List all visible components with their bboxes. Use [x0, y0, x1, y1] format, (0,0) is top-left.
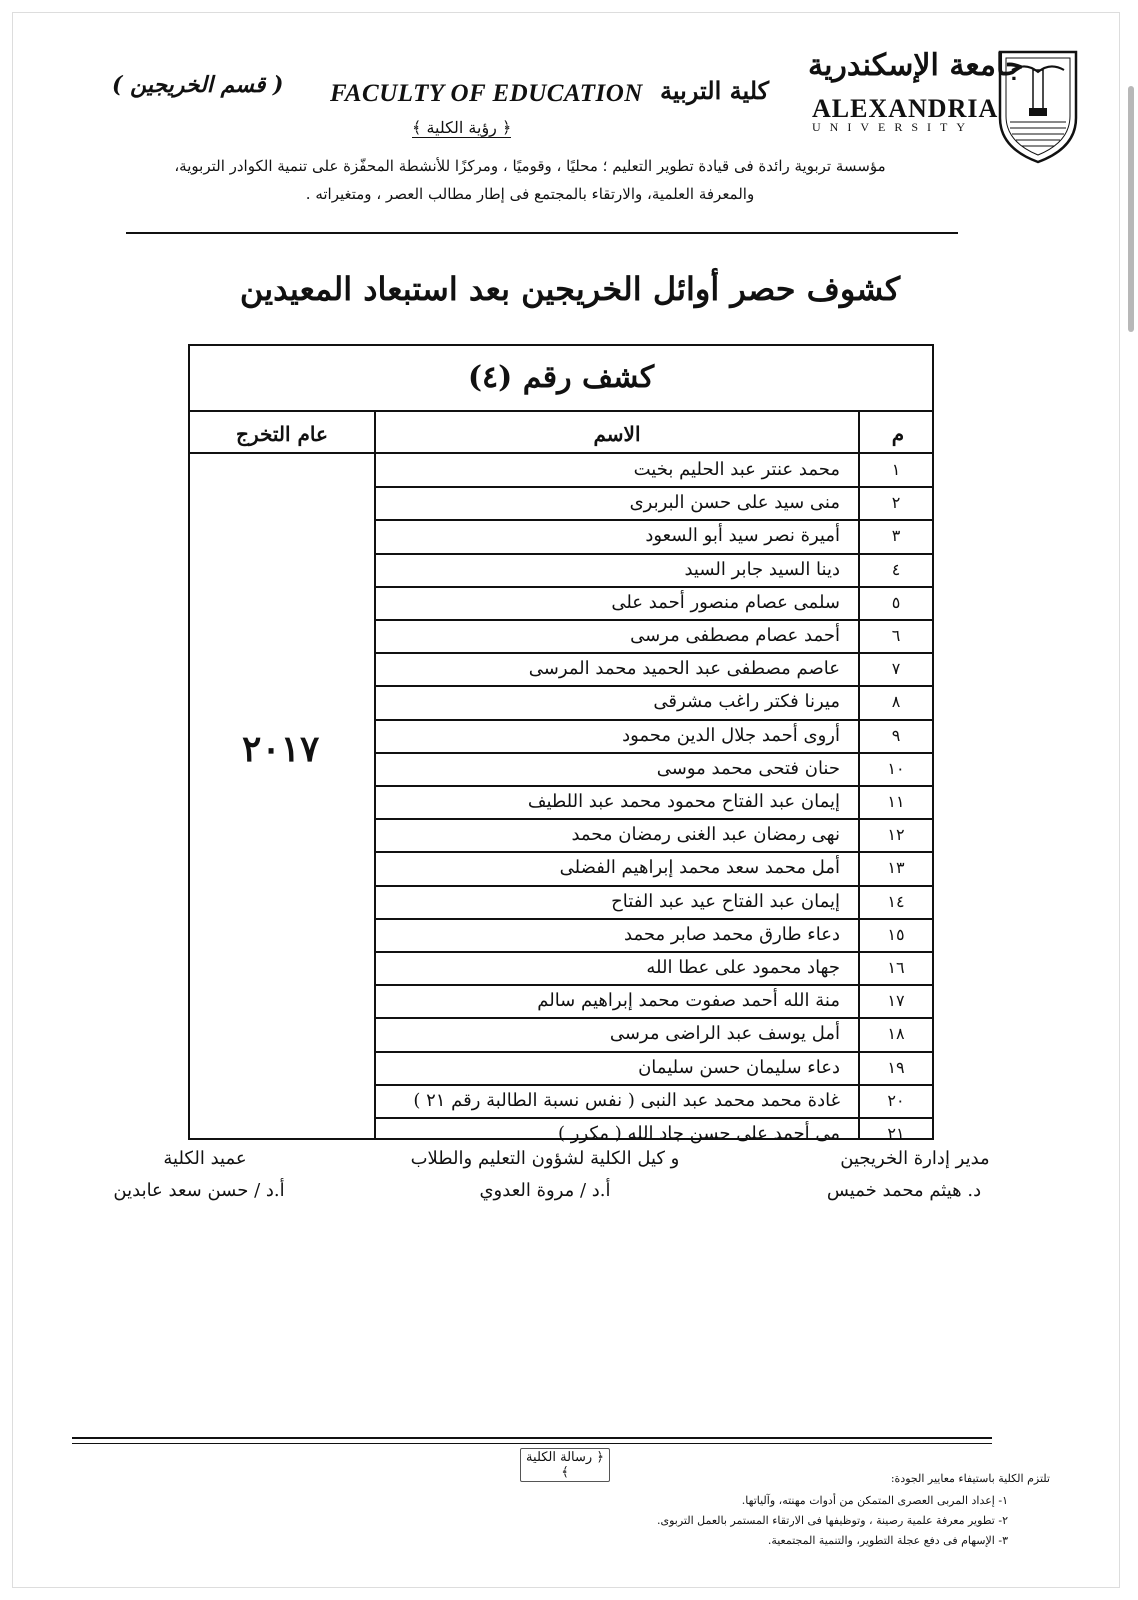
row-number: ٩	[891, 725, 901, 745]
row-divider	[376, 1017, 932, 1019]
row-number: ١١	[887, 792, 905, 811]
header-row-line	[190, 452, 932, 454]
row-divider	[376, 652, 932, 654]
row-name: نهى رمضان عبد الغنى رمضان محمد	[571, 824, 840, 846]
row-divider	[376, 851, 932, 853]
row-name: أمل محمد سعد محمد إبراهيم الفضلى	[559, 857, 840, 879]
vision-line-2: والمعرفة العلمية، والارتقاء بالمجتمع فى إطار مطالب العصر ، ومتغيراته .	[305, 185, 755, 203]
row-name: منة الله أحمد صفوت محمد إبراهيم سالم	[537, 990, 840, 1012]
row-name: حنان فتحى محمد موسى	[656, 757, 840, 779]
row-divider	[376, 752, 932, 754]
row-number: ١٣	[887, 858, 905, 878]
row-number: ١٥	[887, 924, 905, 944]
graduates-table	[188, 344, 934, 1144]
vision-label: ﴿ رؤية الكلية ﴾	[412, 118, 512, 137]
row-name: أمل يوسف عبد الراضى مرسى	[609, 1023, 840, 1045]
row-number: ٦	[891, 626, 901, 645]
row-divider	[376, 486, 932, 488]
row-name: غادة محمد محمد عبد النبى ( نفس نسبة الطالبة رقم ٢١ )	[413, 1089, 840, 1111]
university-name-en-sub: UNIVERSITY	[812, 120, 974, 134]
row-divider	[376, 619, 932, 621]
row-name: مى أحمد على حسن جاد الله ( مكرر )	[558, 1123, 840, 1144]
mission-item-1: ١- إعداد المربى العصرى المتمكن من أدوات مهنته، وآلياتها.	[741, 1494, 1008, 1507]
row-number: ٣	[891, 526, 901, 546]
row-divider	[376, 519, 932, 521]
header-divider	[126, 232, 958, 234]
vision-line-1: مؤسسة تربوية رائدة فى قيادة تطوير التعليم ؛ محليًا ، وقوميًا ، ومركزًا للأنشطة المحفّزة على تنمية الكوادر التربوية،	[174, 157, 886, 175]
row-number: ٥	[891, 592, 901, 612]
row-name: أميرة نصر سيد أبو السعود	[645, 525, 840, 547]
row-name: منى سيد على حسن البربرى	[629, 492, 840, 514]
row-number: ١٨	[887, 1024, 905, 1044]
vision-text	[160, 152, 900, 208]
row-number: ٢٠	[887, 1090, 905, 1110]
manager-title: مدير إدارة الخريجين	[840, 1148, 990, 1169]
row-name: دعاء سليمان حسن سليمان	[638, 1056, 840, 1078]
row-name: جهاد محمود على عطا الله	[646, 957, 840, 978]
row-divider	[376, 553, 932, 555]
row-name: إيمان عبد الفتاح عيد عبد الفتاح	[611, 890, 840, 912]
row-divider	[376, 984, 932, 986]
row-name: دينا السيد جابر السيد	[684, 558, 840, 580]
column-header-year: عام التخرج	[236, 422, 328, 446]
mission-intro: تلتزم الكلية باستيفاء معايير الجودة:	[890, 1472, 1050, 1485]
row-divider	[376, 918, 932, 920]
university-name-ar: جامعة الإسكندرية	[808, 48, 1024, 83]
row-number: ١٩	[887, 1057, 905, 1077]
row-number: ٨	[891, 692, 901, 712]
vice-dean-title: و كيل الكلية لشؤون التعليم والطلاب	[410, 1148, 680, 1169]
department-label: ( قسم الخريجين )	[112, 72, 284, 98]
row-divider	[376, 685, 932, 687]
row-divider	[376, 951, 932, 953]
row-number: ٢	[891, 493, 901, 513]
scrollbar[interactable]	[1128, 86, 1134, 332]
faculty-name-en: FACULTY OF EDUCATION	[330, 80, 643, 107]
faculty-name-ar: كلية التربية	[660, 76, 770, 105]
mission-label: ﴿ رسالة الكلية ﴾	[520, 1448, 610, 1482]
row-number: ١٢	[887, 825, 905, 845]
university-name-en: ALEXANDRIA	[812, 94, 999, 123]
row-divider	[376, 1117, 932, 1119]
row-number: ٢١	[887, 1124, 905, 1143]
page-title: كشوف حصر أوائل الخريجين بعد استبعاد المعيدين	[239, 270, 901, 308]
column-header-name: الاسم	[593, 422, 641, 446]
row-number: ١٧	[887, 991, 905, 1011]
row-divider	[376, 719, 932, 721]
vice-dean-name: أ.د / مروة العدوي	[479, 1180, 611, 1201]
graduation-year: ٢٠١٧	[242, 728, 320, 770]
mission-item-3: ٣- الإسهام فى دفع عجلة التطوير، والتنمية المجتمعية.	[767, 1534, 1008, 1547]
row-number: ٤	[891, 559, 901, 579]
row-name: أروى أحمد جلال الدين محمود	[622, 724, 840, 746]
row-name: ميرنا فكتر راغب مشرقى	[653, 691, 840, 713]
row-number: ١٠	[887, 758, 905, 778]
row-number: ١٦	[887, 958, 905, 977]
dean-name: أ.د / حسن سعد عابدين	[113, 1180, 285, 1201]
row-name: أحمد عصام مصطفى مرسى	[630, 625, 840, 646]
row-number: ٧	[891, 659, 901, 679]
row-divider	[376, 1084, 932, 1086]
row-name: دعاء طارق محمد صابر محمد	[624, 923, 840, 945]
row-divider	[376, 586, 932, 588]
footer-divider	[72, 1437, 992, 1439]
row-name: محمد عنتر عبد الحليم بخيت	[633, 459, 840, 480]
row-divider	[376, 785, 932, 787]
mission-item-2: ٢- تطوير معرفة علمية رصينة ، وتوظيفها فى الارتقاء المستمر بالعمل التربوى.	[656, 1514, 1008, 1527]
column-header-num: م	[891, 422, 905, 446]
row-name: إيمان عبد الفتاح محمود محمد عبد اللطيف	[527, 791, 840, 812]
university-logo-icon	[996, 48, 1080, 166]
footer-divider-thin	[72, 1443, 992, 1444]
manager-name: د. هيثم محمد خميس	[826, 1180, 982, 1201]
row-number: ١	[891, 460, 901, 479]
row-divider	[376, 1051, 932, 1053]
dean-title: عميد الكلية	[163, 1148, 247, 1169]
row-name: عاصم مصطفى عبد الحميد محمد المرسى	[528, 658, 840, 680]
row-divider	[376, 818, 932, 820]
row-divider	[376, 885, 932, 887]
row-name: سلمى عصام منصور أحمد على	[611, 591, 840, 613]
row-number: ١٤	[887, 891, 905, 911]
table-caption: كشف رقم (٤)	[190, 346, 932, 412]
